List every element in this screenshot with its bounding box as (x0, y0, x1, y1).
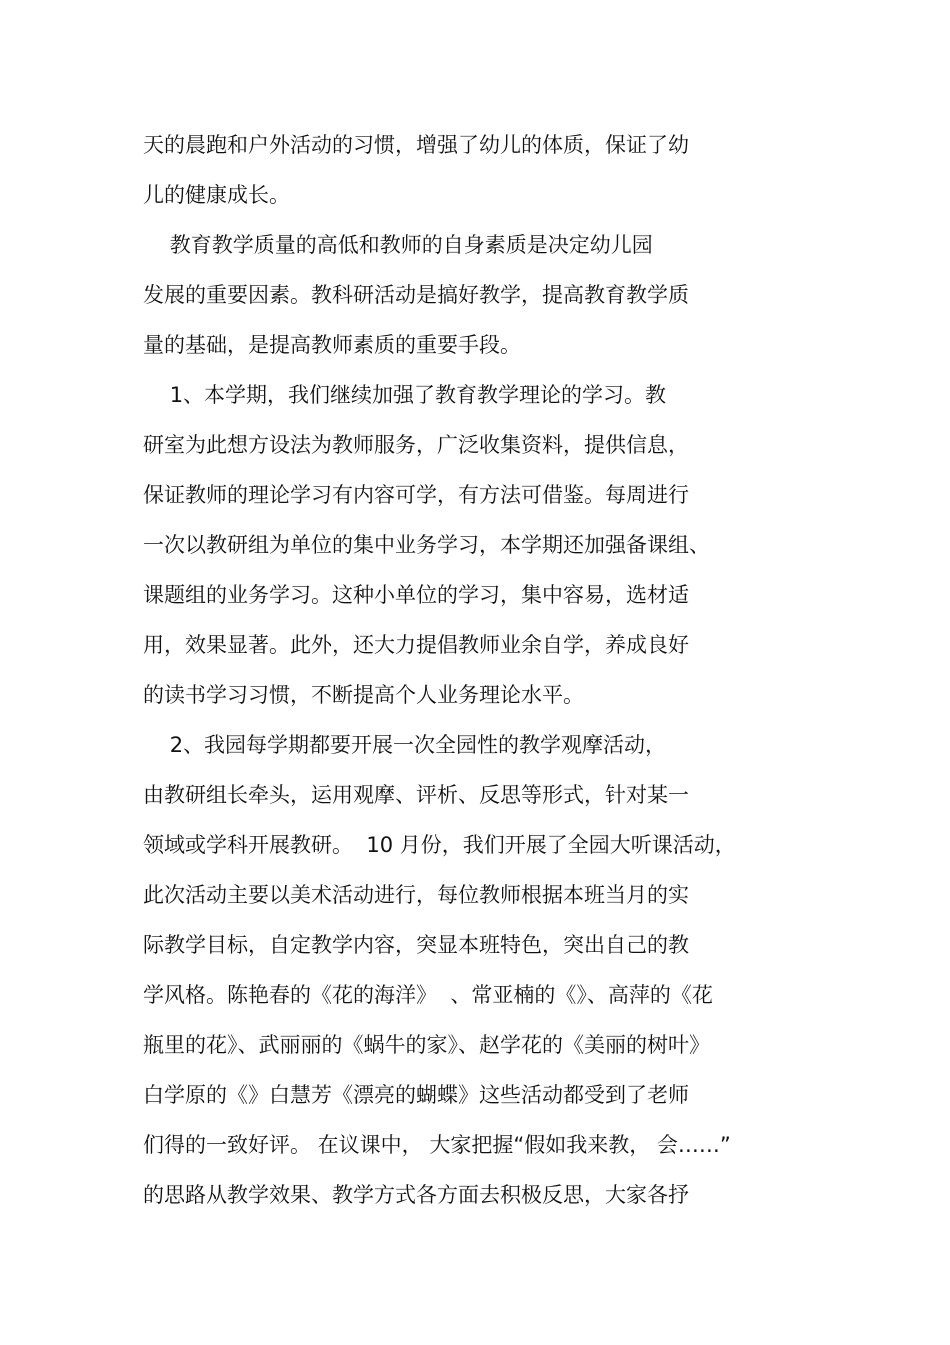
text-line: 天的晨跑和户外活动的习惯，增强了幼儿的体质，保证了幼 (143, 133, 689, 157)
text-line: 教育教学质量的高低和教师的自身素质是决定幼儿园 (143, 233, 653, 257)
text-line: 研室为此想方设法为教师服务，广泛收集资料，提供信息， (143, 433, 689, 457)
text-line: 的思路从教学效果、教学方式各方面去积极反思，大家各抒 (143, 1183, 689, 1207)
body-text (143, 120, 843, 1220)
text-line: 此次活动主要以美术活动进行，每位教师根据本班当月的实 (143, 883, 689, 907)
text-line: 发展的重要因素。教科研活动是搞好教学，提高教育教学质 (143, 283, 689, 307)
text-line: 们得的一致好评。 在议课中， 大家把握“假如我来教， 会……” (143, 1133, 731, 1157)
text-line: 1、本学期，我们继续加强了教育教学理论的学习。教 (143, 383, 667, 407)
text-line: 用，效果显著。此外，还大力提倡教师业余自学，养成良好 (143, 633, 689, 657)
text-line: 学风格。陈艳春的《花的海洋》 、常亚楠的《》、高萍的《花 (143, 983, 713, 1007)
text-line: 由教研组长牵头，运用观摩、评析、反思等形式，针对某一 (143, 783, 689, 807)
text-line: 儿的健康成长。 (143, 183, 290, 207)
text-line: 课题组的业务学习。这种小单位的学习，集中容易，选材适 (143, 583, 689, 607)
text-line: 的读书学习习惯，不断提高个人业务理论水平。 (143, 683, 584, 707)
text-line: 白学原的《》白慧芳《漂亮的蝴蝶》这些活动都受到了老师 (143, 1083, 689, 1107)
text-line: 领域或学科开展教研。 10 月份，我们开展了全园大听课活动， (143, 833, 736, 857)
text-line: 一次以教研组为单位的集中业务学习，本学期还加强备课组、 (143, 533, 710, 557)
text-line: 保证教师的理论学习有内容可学，有方法可借鉴。每周进行 (143, 483, 689, 507)
text-line: 2、我园每学期都要开展一次全园性的教学观摩活动， (143, 733, 667, 757)
text-line: 际教学目标，自定教学内容，突显本班特色，突出自己的教 (143, 933, 689, 957)
text-line: 量的基础，是提高教师素质的重要手段。 (143, 333, 521, 357)
text-line: 瓶里的花》、武丽丽的《蜗牛的家》、赵学花的《美丽的树叶》 (143, 1033, 710, 1057)
